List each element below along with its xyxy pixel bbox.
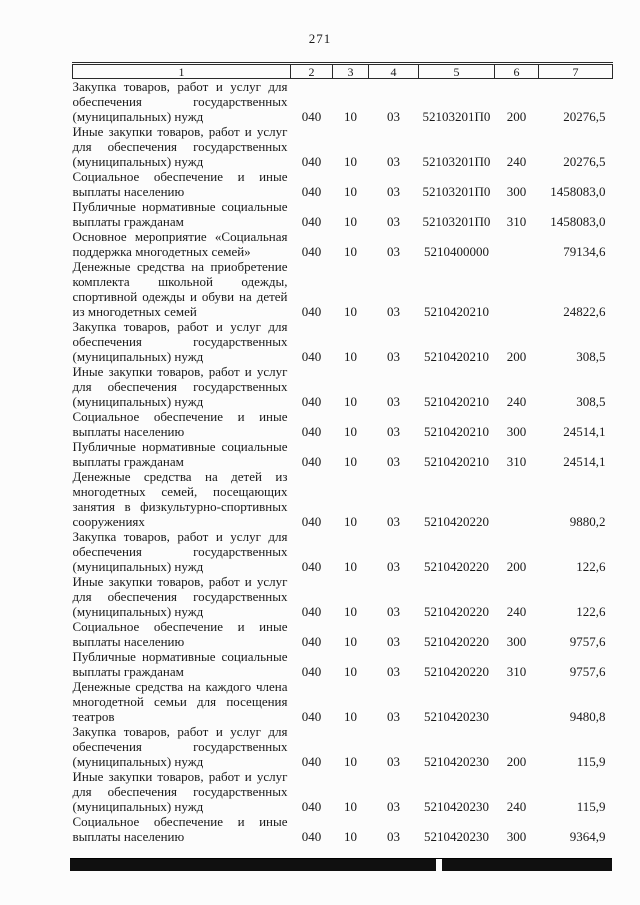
cell-expense-type: 300 bbox=[506, 424, 527, 439]
cell-podrazdel: 03 bbox=[387, 349, 400, 364]
cell-description: Социальное обеспечение и иные выплаты населению bbox=[72, 409, 288, 439]
cell-podrazdel: 03 bbox=[387, 709, 400, 724]
table-row bbox=[73, 124, 613, 169]
column-header-1: 1 bbox=[73, 64, 291, 79]
cell-razdel: 10 bbox=[344, 244, 357, 259]
cell-grbs: 040 bbox=[301, 559, 322, 574]
table-row bbox=[73, 439, 613, 469]
cell-razdel: 10 bbox=[344, 184, 357, 199]
cell-grbs: 040 bbox=[301, 394, 322, 409]
cell-expense-type bbox=[495, 469, 539, 529]
cell-grbs: 040 bbox=[301, 214, 322, 229]
cell-target-article: 5210420230 bbox=[424, 829, 489, 844]
cell-amount: 24822,6 bbox=[563, 304, 606, 319]
cell-expense-type: 300 bbox=[506, 184, 527, 199]
table-row bbox=[73, 769, 613, 814]
cell-amount: 308,5 bbox=[576, 394, 606, 409]
cell-grbs: 040 bbox=[301, 304, 322, 319]
cell-amount: 9757,6 bbox=[569, 664, 606, 679]
cell-description: Закупка товаров, работ и услуг для обеспечения государственных (муниципальных) нужд bbox=[72, 529, 288, 574]
cell-expense-type: 200 bbox=[506, 349, 527, 364]
cell-grbs: 040 bbox=[301, 154, 322, 169]
cell-podrazdel: 03 bbox=[387, 244, 400, 259]
cell-razdel: 10 bbox=[344, 709, 357, 724]
cell-grbs: 040 bbox=[301, 799, 322, 814]
cell-podrazdel: 03 bbox=[387, 799, 400, 814]
cell-podrazdel: 03 bbox=[387, 604, 400, 619]
cell-razdel: 10 bbox=[344, 109, 357, 124]
cell-target-article: 5210420210 bbox=[424, 394, 489, 409]
cell-grbs: 040 bbox=[301, 664, 322, 679]
cell-expense-type: 240 bbox=[506, 604, 527, 619]
table-row bbox=[73, 469, 613, 529]
cell-description: Денежные средства на детей из многодетных семей, посещающих занятия в физкультурно-спортивных сооружениях bbox=[72, 469, 288, 529]
cell-grbs: 040 bbox=[301, 349, 322, 364]
cell-amount: 20276,5 bbox=[563, 154, 606, 169]
table-row bbox=[73, 79, 613, 125]
cell-grbs: 040 bbox=[301, 754, 322, 769]
cell-description: Основное мероприятие «Социальная поддержка многодетных семей» bbox=[72, 229, 288, 259]
cell-podrazdel: 03 bbox=[387, 214, 400, 229]
cell-podrazdel: 03 bbox=[387, 634, 400, 649]
cell-grbs: 040 bbox=[301, 424, 322, 439]
cell-target-article: 5210420210 bbox=[424, 424, 489, 439]
cell-razdel: 10 bbox=[344, 349, 357, 364]
cell-podrazdel: 03 bbox=[387, 394, 400, 409]
cell-target-article: 52103201П0 bbox=[422, 184, 491, 199]
table-row bbox=[73, 169, 613, 199]
table-row bbox=[73, 679, 613, 724]
cell-podrazdel: 03 bbox=[387, 304, 400, 319]
column-header-5: 5 bbox=[419, 64, 495, 79]
table-row bbox=[73, 364, 613, 409]
cell-description: Публичные нормативные социальные выплаты гражданам bbox=[72, 439, 288, 469]
cell-grbs: 040 bbox=[301, 604, 322, 619]
cell-razdel: 10 bbox=[344, 604, 357, 619]
cell-razdel: 10 bbox=[344, 514, 357, 529]
cell-description: Иные закупки товаров, работ и услуг для обеспечения государственных (муниципальных) нужд bbox=[72, 769, 288, 814]
cell-podrazdel: 03 bbox=[387, 664, 400, 679]
cell-target-article: 5210420210 bbox=[424, 349, 489, 364]
cell-amount: 9364,9 bbox=[569, 829, 606, 844]
cell-description: Закупка товаров, работ и услуг для обеспечения государственных (муниципальных) нужд bbox=[72, 319, 288, 364]
table-row bbox=[73, 529, 613, 574]
cell-amount: 1458083,0 bbox=[550, 214, 606, 229]
cell-grbs: 040 bbox=[301, 829, 322, 844]
cell-podrazdel: 03 bbox=[387, 109, 400, 124]
cell-expense-type: 300 bbox=[506, 829, 527, 844]
table-header-row bbox=[73, 64, 613, 79]
cell-description: Закупка товаров, работ и услуг для обеспечения государственных (муниципальных) нужд bbox=[72, 79, 288, 124]
cell-grbs: 040 bbox=[301, 454, 322, 469]
column-header-6: 6 bbox=[495, 64, 539, 79]
cell-target-article: 52103201П0 bbox=[422, 109, 491, 124]
table-row bbox=[73, 259, 613, 319]
cell-grbs: 040 bbox=[301, 514, 322, 529]
table-row bbox=[73, 814, 613, 844]
cell-description: Социальное обеспечение и иные выплаты населению bbox=[72, 169, 288, 199]
cell-podrazdel: 03 bbox=[387, 829, 400, 844]
cell-expense-type: 300 bbox=[506, 634, 527, 649]
cell-target-article: 5210420210 bbox=[424, 454, 489, 469]
table-row bbox=[73, 409, 613, 439]
cell-target-article: 5210420220 bbox=[424, 514, 489, 529]
cell-expense-type: 310 bbox=[506, 454, 527, 469]
cell-podrazdel: 03 bbox=[387, 154, 400, 169]
cell-description: Денежные средства на приобретение комплекта школьной одежды, спортивной одежды и обуви на детей из многодетных семей bbox=[72, 259, 288, 319]
cell-target-article: 5210420230 bbox=[424, 709, 489, 724]
cell-podrazdel: 03 bbox=[387, 559, 400, 574]
table-row bbox=[73, 649, 613, 679]
cell-description: Денежные средства на каждого члена многодетной семьи для посещения театров bbox=[72, 679, 288, 724]
cell-description: Социальное обеспечение и иные выплаты населению bbox=[72, 619, 288, 649]
cell-razdel: 10 bbox=[344, 214, 357, 229]
cell-target-article: 5210420230 bbox=[424, 799, 489, 814]
cell-target-article: 52103201П0 bbox=[422, 214, 491, 229]
budget-table bbox=[72, 62, 613, 844]
cell-amount: 122,6 bbox=[576, 559, 606, 574]
table-row bbox=[73, 724, 613, 769]
cell-expense-type bbox=[495, 679, 539, 724]
table-row bbox=[73, 229, 613, 259]
cell-podrazdel: 03 bbox=[387, 454, 400, 469]
page-number: 271 bbox=[308, 31, 332, 46]
table-row bbox=[73, 319, 613, 364]
cell-description: Иные закупки товаров, работ и услуг для обеспечения государственных (муниципальных) нужд bbox=[72, 124, 288, 169]
cell-amount: 115,9 bbox=[576, 799, 606, 814]
cell-expense-type: 200 bbox=[506, 559, 527, 574]
cell-description: Иные закупки товаров, работ и услуг для обеспечения государственных (муниципальных) нужд bbox=[72, 574, 288, 619]
cell-expense-type: 240 bbox=[506, 154, 527, 169]
cell-amount: 115,9 bbox=[576, 754, 606, 769]
cell-razdel: 10 bbox=[344, 634, 357, 649]
cell-razdel: 10 bbox=[344, 454, 357, 469]
column-header-7: 7 bbox=[539, 64, 613, 79]
cell-description: Социальное обеспечение и иные выплаты населению bbox=[72, 814, 288, 844]
cell-target-article: 5210420220 bbox=[424, 604, 489, 619]
cell-grbs: 040 bbox=[301, 634, 322, 649]
cell-target-article: 5210420220 bbox=[424, 559, 489, 574]
cell-description: Иные закупки товаров, работ и услуг для обеспечения государственных (муниципальных) нужд bbox=[72, 364, 288, 409]
scan-cut-artifact bbox=[70, 858, 612, 871]
cell-podrazdel: 03 bbox=[387, 424, 400, 439]
cell-razdel: 10 bbox=[344, 394, 357, 409]
cell-expense-type bbox=[495, 229, 539, 259]
table-row bbox=[73, 619, 613, 649]
cell-expense-type bbox=[495, 259, 539, 319]
cell-amount: 9757,6 bbox=[569, 634, 606, 649]
cell-amount: 9880,2 bbox=[569, 514, 606, 529]
cell-grbs: 040 bbox=[301, 244, 322, 259]
cell-razdel: 10 bbox=[344, 304, 357, 319]
cell-podrazdel: 03 bbox=[387, 754, 400, 769]
cell-grbs: 040 bbox=[301, 184, 322, 199]
cell-razdel: 10 bbox=[344, 664, 357, 679]
cell-amount: 1458083,0 bbox=[550, 184, 606, 199]
cell-target-article: 5210420220 bbox=[424, 634, 489, 649]
cell-grbs: 040 bbox=[301, 709, 322, 724]
cell-amount: 79134,6 bbox=[563, 244, 606, 259]
cell-amount: 308,5 bbox=[576, 349, 606, 364]
cell-expense-type: 240 bbox=[506, 799, 527, 814]
cell-amount: 24514,1 bbox=[563, 424, 606, 439]
cell-amount: 24514,1 bbox=[563, 454, 606, 469]
cell-razdel: 10 bbox=[344, 424, 357, 439]
table-row bbox=[73, 199, 613, 229]
cell-razdel: 10 bbox=[344, 799, 357, 814]
column-header-3: 3 bbox=[333, 64, 369, 79]
cell-expense-type: 200 bbox=[506, 109, 527, 124]
cell-razdel: 10 bbox=[344, 754, 357, 769]
cell-target-article: 5210420220 bbox=[424, 664, 489, 679]
cell-podrazdel: 03 bbox=[387, 514, 400, 529]
cell-razdel: 10 bbox=[344, 829, 357, 844]
cell-amount: 122,6 bbox=[576, 604, 606, 619]
cell-amount: 9480,8 bbox=[569, 709, 606, 724]
cell-description: Закупка товаров, работ и услуг для обеспечения государственных (муниципальных) нужд bbox=[72, 724, 288, 769]
cell-description: Публичные нормативные социальные выплаты гражданам bbox=[72, 199, 288, 229]
table-row bbox=[73, 574, 613, 619]
cell-target-article: 52103201П0 bbox=[422, 154, 491, 169]
cell-podrazdel: 03 bbox=[387, 184, 400, 199]
cell-expense-type: 310 bbox=[506, 664, 527, 679]
cell-target-article: 5210420230 bbox=[424, 754, 489, 769]
column-header-4: 4 bbox=[369, 64, 419, 79]
cell-expense-type: 310 bbox=[506, 214, 527, 229]
cell-target-article: 5210400000 bbox=[424, 244, 489, 259]
cell-description: Публичные нормативные социальные выплаты гражданам bbox=[72, 649, 288, 679]
cell-expense-type: 240 bbox=[506, 394, 527, 409]
cell-razdel: 10 bbox=[344, 154, 357, 169]
cell-grbs: 040 bbox=[301, 109, 322, 124]
cell-target-article: 5210420210 bbox=[424, 304, 489, 319]
column-header-2: 2 bbox=[291, 64, 333, 79]
cell-razdel: 10 bbox=[344, 559, 357, 574]
cell-expense-type: 200 bbox=[506, 754, 527, 769]
cell-amount: 20276,5 bbox=[563, 109, 606, 124]
